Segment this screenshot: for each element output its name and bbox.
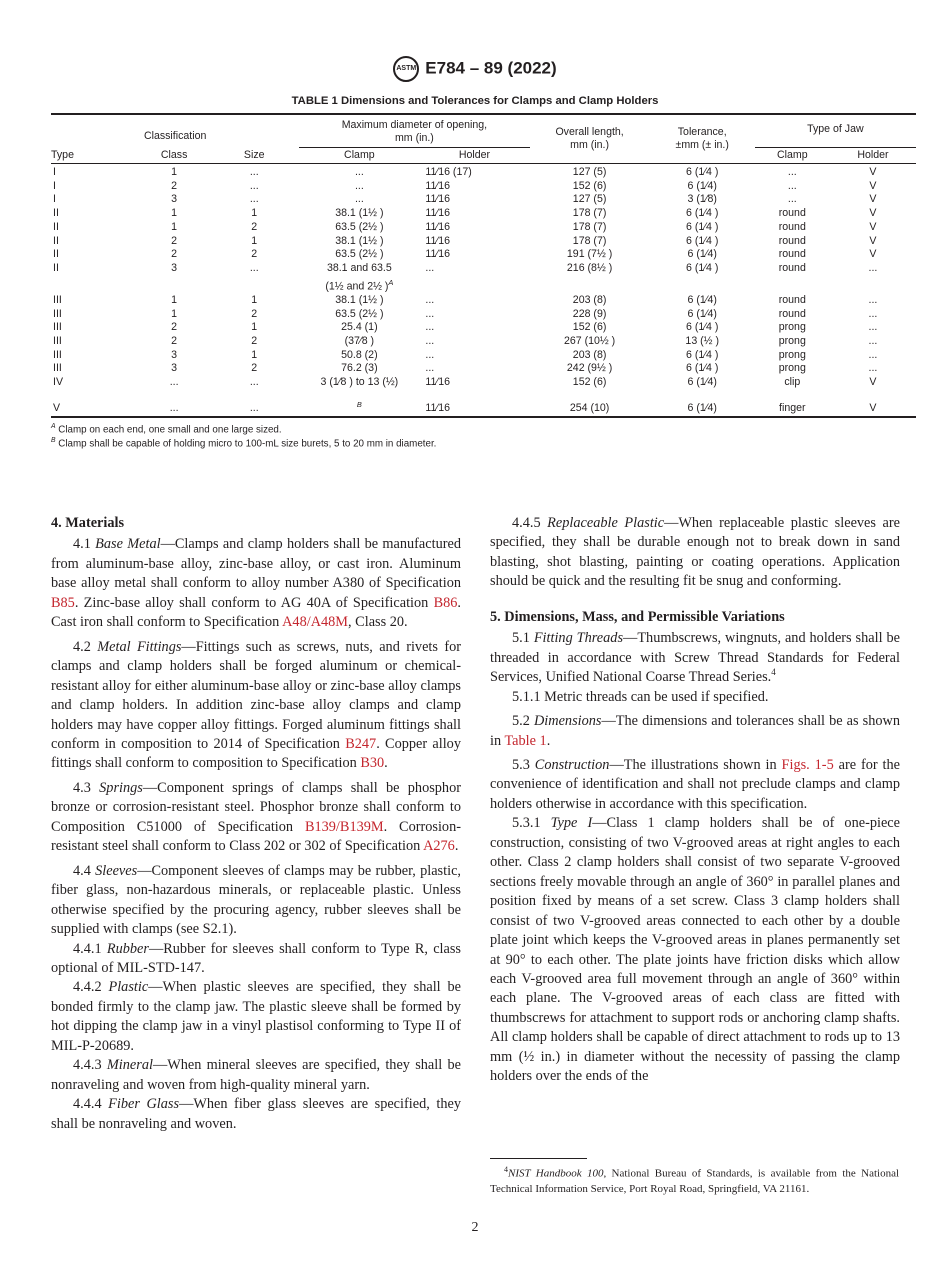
reference-link[interactable]: A276 bbox=[423, 838, 455, 855]
cell-jaw-holder: ... bbox=[868, 261, 878, 274]
header-type-of-jaw: Type of Jaw bbox=[755, 114, 916, 148]
cell-class: 2 bbox=[171, 321, 178, 334]
cell-class: 2 bbox=[171, 234, 178, 247]
cell-class: 3 bbox=[171, 348, 178, 361]
cell-holder: 11⁄16 bbox=[425, 248, 450, 261]
clamp-value: 38.1 (1½ ) bbox=[335, 293, 384, 306]
paragraph-text: 4.4.5 bbox=[512, 515, 548, 531]
paragraph-text: . Corrosion-resistant steel shall conform to Class 202 or 302 of Specification bbox=[51, 818, 461, 855]
table-row bbox=[51, 180, 916, 194]
cell-length: 152 (6) bbox=[572, 376, 607, 389]
cell-size: ... bbox=[249, 402, 259, 415]
cell-type: III bbox=[53, 321, 62, 334]
cell-type: I bbox=[53, 193, 56, 206]
paragraph-text: . bbox=[546, 732, 551, 749]
cell-jaw-holder: V bbox=[869, 402, 877, 415]
paragraph-text: . Cast iron shall conform to Specification bbox=[51, 594, 461, 631]
paragraph-text: 5. Dimensions, Mass, and Permissible Variations bbox=[490, 608, 785, 625]
clamp-value: 63.5 (2½ ) bbox=[335, 248, 384, 261]
paragraph bbox=[51, 535, 461, 632]
table-row bbox=[51, 376, 916, 390]
paragraph-text: 4.1 bbox=[73, 536, 96, 553]
cell-length: 178 (7) bbox=[572, 220, 607, 233]
cell-tolerance: 6 (1⁄4) bbox=[687, 402, 717, 415]
cell-length: 191 (7½ ) bbox=[566, 248, 613, 261]
cell-holder: 11⁄16 bbox=[425, 220, 450, 233]
footnote-mark: 4 bbox=[504, 1165, 508, 1174]
cell-jaw-clamp: round bbox=[778, 234, 806, 247]
footnote-ref: 4 bbox=[771, 667, 776, 678]
cell-clamp bbox=[299, 335, 419, 349]
cell-holder: 11⁄16 bbox=[425, 179, 450, 192]
section-heading bbox=[490, 608, 900, 627]
clamp-value: (37⁄8 ) bbox=[344, 334, 375, 347]
cell-clamp bbox=[299, 321, 419, 335]
cell-clamp bbox=[299, 221, 419, 235]
table-footnote-b bbox=[51, 437, 436, 449]
cell-class: 1 bbox=[171, 207, 178, 220]
cell-class: 3 bbox=[171, 261, 178, 274]
footnote-title: NIST Handbook 100 bbox=[508, 1167, 604, 1180]
cell-length: 216 (8½ ) bbox=[566, 261, 613, 274]
cell-type: II bbox=[53, 248, 59, 261]
paragraph-text: . Zinc-base alloy shall conform to AG 40A of Specification bbox=[74, 594, 434, 611]
dimensions-table bbox=[51, 113, 916, 418]
cell-type: III bbox=[53, 348, 62, 361]
paragraph-title: Fiber Glass bbox=[108, 1096, 180, 1113]
table-row bbox=[51, 335, 916, 349]
paragraph-text: 5.3.1 bbox=[512, 815, 551, 832]
cell-size: 2 bbox=[251, 362, 258, 375]
paragraph-text: —The dimensions and tolerances shall be as shown in bbox=[490, 713, 900, 749]
paragraph-text: 4. Materials bbox=[51, 515, 125, 531]
reference-link[interactable]: B86 bbox=[433, 594, 458, 611]
cell-jaw-clamp: round bbox=[778, 207, 806, 220]
cell-tolerance: 6 (1⁄4 ) bbox=[686, 261, 719, 274]
cell-jaw-clamp: ... bbox=[787, 179, 797, 192]
table-row bbox=[51, 221, 916, 235]
cell-size: ... bbox=[249, 166, 259, 178]
header-max-diameter: Maximum diameter of opening, mm (in.) bbox=[299, 114, 529, 148]
cell-class: 1 bbox=[171, 307, 178, 320]
paragraph-title: Rubber bbox=[106, 940, 149, 957]
cell-jaw-holder: V bbox=[869, 376, 877, 389]
cell-tolerance: 6 (1⁄4 ) bbox=[686, 362, 719, 375]
cell-jaw-clamp: round bbox=[778, 220, 806, 233]
cell-size: 2 bbox=[251, 248, 258, 261]
cell-type: II bbox=[53, 261, 59, 274]
cell-size: 2 bbox=[251, 220, 258, 233]
paragraph bbox=[51, 1095, 461, 1134]
paragraph-text: 4.4.4 bbox=[73, 1096, 109, 1113]
paragraph-text: 4.2 bbox=[73, 638, 98, 655]
cell-type: II bbox=[53, 234, 59, 247]
header-size: Size bbox=[209, 148, 299, 164]
reference-link[interactable]: Figs. 1-5 bbox=[781, 756, 834, 773]
cell-type: II bbox=[53, 207, 59, 220]
cell-length: 203 (8) bbox=[572, 348, 607, 361]
table-row bbox=[51, 321, 916, 335]
cell-clamp bbox=[299, 294, 419, 308]
footnote-mark: A bbox=[51, 423, 56, 430]
header-jaw-clamp: Clamp bbox=[755, 148, 830, 164]
clamp-value: 38.1 and 63.5 bbox=[326, 261, 392, 274]
cell-tolerance: 6 (1⁄4 ) bbox=[686, 234, 719, 247]
paragraph bbox=[490, 688, 900, 707]
cell-clamp bbox=[299, 376, 419, 390]
table-footnote-a bbox=[51, 423, 282, 435]
clamp-value: 38.1 (1½ ) bbox=[335, 207, 384, 220]
clamp-value: 63.5 (2½ ) bbox=[335, 220, 384, 233]
cell-tolerance: 6 (1⁄4) bbox=[687, 179, 717, 192]
paragraph bbox=[51, 1056, 461, 1095]
clamp-value-line2: (1½ and 2½ ) bbox=[325, 280, 389, 293]
cell-tolerance: 6 (1⁄4) bbox=[687, 248, 717, 261]
reference-link[interactable]: A48/A48M bbox=[282, 614, 349, 631]
paragraph-text: 5.1 bbox=[512, 630, 534, 647]
cell-tolerance: 6 (1⁄4 ) bbox=[686, 207, 719, 220]
document-header bbox=[0, 56, 950, 82]
cell-type: II bbox=[53, 220, 59, 233]
cell-size: ... bbox=[249, 261, 259, 274]
table-row bbox=[51, 308, 916, 322]
paragraph-text: 4.4.1 bbox=[73, 940, 107, 957]
cell-tolerance: 6 (1⁄4) bbox=[687, 307, 717, 320]
clamp-value: 76.2 (3) bbox=[341, 362, 378, 375]
cell-length: 228 (9) bbox=[572, 307, 607, 320]
cell-jaw-clamp: round bbox=[778, 261, 806, 274]
header-tolerance: Tolerance, ±mm (± in.) bbox=[650, 114, 755, 164]
paragraph-title: Mineral bbox=[106, 1057, 153, 1074]
paragraph-title: Fitting Threads bbox=[533, 630, 624, 647]
cell-jaw-holder: V bbox=[869, 234, 877, 247]
cell-jaw-holder: V bbox=[869, 193, 877, 206]
clamp-value: 3 (1⁄8 ) to 13 (½) bbox=[320, 376, 399, 389]
paragraph-text: —When fiber glass sleeves are specified, they shall be nonraveling and woven. bbox=[51, 1096, 461, 1132]
cell-class: 2 bbox=[171, 179, 178, 192]
paragraph-text: —Class 1 clamp holders shall be of one-piece construction, consisting of two V-grooved areas at right angles to each other. Class 2 clamp holders shall consist of two separate V-grooved sections freely movable through an angle of 360° in parallel planes and position fixed by means of a set screw. Class 3 clamp holders shall consist of two V-grooved areas connected to each other by a double plate joint which keeps the V-grooved areas in planes permanently set at 90° to each other. The plate joints have friction disks which allow each V-grooved area full movement through an angle of 360° within each plane. The V-grooved areas of each class are fitted with thumbscrews for attachment to support rods or anchoring clamp shafts. All clamp holders shall be capable of direct attachment to rods up to 13 mm (½ in.) in diameter without the necessity of passing the clamp holders over the ends of the bbox=[490, 815, 900, 1085]
reference-link[interactable]: B139/B139M bbox=[304, 818, 384, 835]
paragraph bbox=[490, 514, 900, 592]
cell-jaw-holder: ... bbox=[868, 362, 878, 375]
cell-size: ... bbox=[249, 376, 259, 389]
cell-holder: 11⁄16 bbox=[425, 234, 450, 247]
clamp-value: 38.1 (1½ ) bbox=[335, 234, 384, 247]
right-column bbox=[490, 514, 900, 1087]
paragraph-title: Type I bbox=[550, 815, 593, 832]
paragraph-text: . Copper alloy fittings shall conform to composition to Specification bbox=[51, 735, 461, 772]
clamp-value: ... bbox=[354, 166, 364, 178]
footnote-ref: B bbox=[356, 399, 362, 409]
paragraph-text: 4.4.2 bbox=[73, 979, 109, 996]
cell-class: 2 bbox=[171, 248, 178, 261]
cell-size: ... bbox=[249, 179, 259, 192]
paragraph bbox=[490, 712, 900, 751]
cell-tolerance: 6 (1⁄4 ) bbox=[686, 348, 719, 361]
cell-type: IV bbox=[53, 376, 64, 389]
paragraph-text: 4.3 bbox=[73, 779, 100, 796]
cell-type: III bbox=[53, 293, 62, 306]
paragraph-text: are for the convenience of identification and shall not preclude clamps and clamp holders otherwise in accordance with this specification. bbox=[490, 756, 901, 812]
paragraph-text: . bbox=[454, 838, 459, 855]
paragraph-text: —When plastic sleeves are specified, they shall be bonded firmly to the clamp jaw. The plastic sleeve shall be formed by hot dipping the clamp jaw in a vinyl plastisol conforming to Type II of MIL-P-20689. bbox=[51, 979, 461, 1054]
paragraph-title: Metal Fittings bbox=[97, 638, 182, 655]
cell-length: 152 (6) bbox=[572, 321, 607, 334]
cell-holder: 11⁄16 (17) bbox=[425, 166, 472, 178]
cell-holder: ... bbox=[425, 362, 435, 375]
cell-holder: ... bbox=[425, 334, 435, 347]
clamp-value: ... bbox=[354, 193, 364, 206]
paragraph-text: —Component springs of clamps shall be phosphor bronze or corrosion-resistant steel. Phosphor bronze shall conform to Composition C51000 of Specification bbox=[51, 779, 461, 835]
cell-size: 1 bbox=[251, 348, 258, 361]
cell-clamp bbox=[299, 308, 419, 322]
page-number: 2 bbox=[471, 1220, 479, 1235]
cell-type: III bbox=[53, 334, 62, 347]
cell-size: 1 bbox=[251, 234, 258, 247]
paragraph-text: —When replaceable plastic sleeves are specified, they shall be durable enough not to break down in sand blasting, shot blasting, painting or coating operations. Application should be quick and the resulting fit be snug and conforming. bbox=[490, 515, 900, 590]
table-row bbox=[51, 262, 916, 294]
cell-class: 1 bbox=[171, 220, 178, 233]
cell-clamp bbox=[299, 248, 419, 262]
cell-size: 2 bbox=[251, 307, 258, 320]
cell-clamp bbox=[299, 207, 419, 221]
cell-jaw-clamp: prong bbox=[778, 348, 806, 361]
astm-logo: ASTM bbox=[393, 56, 419, 82]
table-row bbox=[51, 193, 916, 207]
cell-jaw-holder: V bbox=[869, 248, 877, 261]
footnote-mark: B bbox=[51, 437, 56, 444]
paragraph-text: —Thumbscrews, wingnuts, and holders shall be threaded in accordance with Screw Thread Standards for Federal Services, Unified National Coarse Thread Series. bbox=[490, 630, 900, 686]
header-overall-length: Overall length, mm (in.) bbox=[530, 114, 650, 164]
paragraph-text: —The illustrations shown in bbox=[609, 756, 782, 773]
cell-size: 1 bbox=[251, 293, 258, 306]
footnote-text: Clamp shall be capable of holding micro to 100-mL size burets, 5 to 20 mm in diameter. bbox=[55, 438, 437, 450]
cell-tolerance: 6 (1⁄4 ) bbox=[686, 220, 719, 233]
cell-jaw-clamp: round bbox=[778, 248, 806, 261]
left-column bbox=[51, 514, 461, 1134]
paragraph bbox=[51, 638, 461, 774]
table-row bbox=[51, 294, 916, 308]
cell-jaw-clamp: finger bbox=[779, 402, 806, 415]
cell-size: 2 bbox=[251, 334, 258, 347]
table-row bbox=[51, 207, 916, 221]
paragraph bbox=[490, 629, 900, 687]
cell-class: 3 bbox=[171, 193, 178, 206]
paragraph-text: —Fittings such as screws, nuts, and rivets for clamps and clamp holders shall be forged aluminum or chemical-resistant alloy for either aluminum-base alloy or zinc-base alloy clamps and clamp holders. In addition zinc-base alloy clamps and clamp holders may have copper alloy fittings. Forged aluminum fittings shall conform in composition to 2014 of Specification bbox=[51, 638, 461, 752]
table-row bbox=[51, 235, 916, 249]
paragraph-text: 5.2 bbox=[512, 713, 534, 730]
paragraph-title: Dimensions bbox=[533, 713, 602, 730]
table-body bbox=[51, 164, 916, 417]
paragraph-title: Springs bbox=[99, 779, 143, 796]
cell-tolerance: 6 (1⁄4 ) bbox=[686, 321, 719, 334]
reference-link[interactable]: Table 1 bbox=[504, 732, 547, 749]
cell-jaw-holder: V bbox=[869, 207, 877, 220]
paragraph-title: Replaceable Plastic bbox=[547, 515, 665, 531]
cell-type: I bbox=[53, 179, 56, 192]
paragraph-text: 5.1.1 Metric threads can be used if specified. bbox=[512, 688, 769, 705]
cell-holder: ... bbox=[425, 293, 435, 306]
header-type: Type bbox=[51, 148, 139, 164]
cell-jaw-holder: ... bbox=[868, 307, 878, 320]
clamp-value: 63.5 (2½ ) bbox=[335, 307, 384, 320]
cell-class: 1 bbox=[171, 293, 178, 306]
cell-length: 254 (10) bbox=[569, 402, 610, 415]
table-row bbox=[51, 248, 916, 262]
table-title: TABLE 1 Dimensions and Tolerances for Clamps and Clamp Holders bbox=[291, 95, 659, 107]
cell-type: V bbox=[53, 402, 61, 415]
cell-class: ... bbox=[169, 402, 179, 415]
cell-holder: ... bbox=[425, 307, 435, 320]
section-heading bbox=[51, 514, 461, 533]
cell-jaw-clamp: clip bbox=[784, 376, 801, 389]
cell-jaw-holder: ... bbox=[868, 293, 878, 306]
cell-holder: ... bbox=[425, 321, 435, 334]
cell-clamp bbox=[299, 262, 419, 294]
cell-jaw-clamp: prong bbox=[778, 321, 806, 334]
reference-link[interactable]: B85 bbox=[51, 594, 75, 611]
header-holder: Holder bbox=[419, 148, 529, 164]
cell-jaw-holder: ... bbox=[868, 321, 878, 334]
clamp-value: 50.8 (2) bbox=[341, 348, 378, 361]
paragraph bbox=[51, 940, 461, 979]
paragraph-text: —When mineral sleeves are specified, they shall be nonraveling and woven from high-quality mineral yarn. bbox=[51, 1057, 461, 1093]
paragraph-text: 5.3 bbox=[512, 756, 535, 773]
cell-tolerance: 6 (1⁄4 ) bbox=[686, 166, 719, 178]
table-row bbox=[51, 349, 916, 363]
cell-size: 1 bbox=[251, 207, 258, 220]
cell-length: 127 (5) bbox=[572, 166, 607, 178]
cell-jaw-clamp: prong bbox=[778, 334, 806, 347]
paragraph-title: Construction bbox=[534, 756, 610, 773]
cell-class: 2 bbox=[171, 334, 178, 347]
cell-jaw-clamp: round bbox=[778, 307, 806, 320]
cell-length: 178 (7) bbox=[572, 234, 607, 247]
cell-holder: 11⁄16 bbox=[425, 207, 450, 220]
footnote-text: , National Bureau of Standards, is available from the National Technical Information Service, Port Royal Road, Springfield, VA 21161. bbox=[490, 1167, 900, 1196]
reference-link[interactable]: B247 bbox=[345, 735, 377, 752]
cell-length: 267 (10½ ) bbox=[563, 334, 616, 347]
cell-length: 242 (9½ ) bbox=[566, 362, 613, 375]
paragraph-text: 4.4.3 bbox=[73, 1057, 107, 1074]
cell-class: ... bbox=[169, 376, 179, 389]
paragraph-title: Sleeves bbox=[95, 862, 138, 879]
cell-holder: ... bbox=[425, 261, 435, 274]
paragraph-text: —Rubber for sleeves shall conform to Type R, class optional of MIL-STD-147. bbox=[51, 940, 461, 976]
clamp-value: ... bbox=[354, 179, 364, 192]
cell-clamp bbox=[299, 180, 419, 194]
cell-clamp bbox=[299, 362, 419, 376]
cell-tolerance: 13 (½ ) bbox=[685, 334, 719, 347]
cell-holder: 11⁄16 bbox=[425, 376, 450, 389]
cell-length: 203 (8) bbox=[572, 293, 607, 306]
cell-holder: 11⁄16 bbox=[425, 402, 450, 415]
cell-jaw-clamp: prong bbox=[778, 362, 806, 375]
cell-type: III bbox=[53, 362, 62, 375]
cell-jaw-holder: V bbox=[869, 220, 877, 233]
header-classification: Classification bbox=[143, 129, 207, 142]
cell-tolerance: 3 (1⁄8) bbox=[687, 193, 717, 206]
cell-clamp bbox=[299, 164, 419, 180]
cell-holder: 11⁄16 bbox=[425, 193, 450, 206]
table-row bbox=[51, 362, 916, 376]
paragraph-title: Base Metal bbox=[95, 536, 161, 553]
header-clamp: Clamp bbox=[299, 148, 419, 164]
cell-jaw-holder: ... bbox=[868, 348, 878, 361]
cell-clamp bbox=[299, 235, 419, 249]
paragraph bbox=[490, 756, 900, 814]
cell-jaw-clamp: ... bbox=[787, 166, 797, 178]
paragraph bbox=[51, 862, 461, 940]
page-footnote bbox=[490, 1162, 899, 1198]
paragraph-text: —Clamps and clamp holders shall be manufactured from aluminum-base alloy, zinc-base alloy, or cast iron. Aluminum base alloy metal shall conform to alloy number A380 of Specification bbox=[51, 536, 461, 592]
cell-length: 152 (6) bbox=[572, 179, 607, 192]
clamp-value: 25.4 (1) bbox=[341, 321, 378, 334]
cell-jaw-holder: ... bbox=[868, 334, 878, 347]
paragraph-text: . bbox=[384, 755, 388, 772]
paragraph-text: 4.4 bbox=[73, 862, 96, 879]
cell-tolerance: 6 (1⁄4) bbox=[687, 376, 717, 389]
cell-holder: ... bbox=[425, 348, 435, 361]
footnote-text: Clamp on each end, one small and one large sized. bbox=[55, 424, 282, 436]
table-row bbox=[51, 390, 916, 417]
cell-type: III bbox=[53, 307, 62, 320]
paragraph bbox=[51, 779, 461, 857]
paragraph bbox=[51, 978, 461, 1056]
designation: E784 – 89 (2022) bbox=[425, 58, 557, 78]
cell-jaw-clamp: round bbox=[778, 293, 806, 306]
cell-clamp bbox=[299, 193, 419, 207]
cell-clamp bbox=[299, 390, 419, 417]
cell-class: 1 bbox=[171, 166, 178, 178]
cell-jaw-clamp: ... bbox=[787, 193, 797, 206]
cell-size: 1 bbox=[251, 321, 258, 334]
cell-clamp bbox=[299, 349, 419, 363]
header-jaw-holder: Holder bbox=[830, 148, 916, 164]
footnote-divider bbox=[490, 1158, 587, 1159]
paragraph bbox=[490, 814, 900, 1086]
cell-tolerance: 6 (1⁄4) bbox=[687, 293, 717, 306]
cell-length: 127 (5) bbox=[572, 193, 607, 206]
footnote-ref: A bbox=[388, 277, 394, 287]
paragraph-text: , Class 20. bbox=[348, 614, 408, 631]
paragraph-title: Plastic bbox=[108, 979, 149, 996]
cell-class: 3 bbox=[171, 362, 178, 375]
header-class: Class bbox=[139, 148, 209, 164]
cell-type: I bbox=[53, 166, 56, 178]
paragraph-text: —Component sleeves of clamps may be rubber, plastic, fiber glass, non-hazardous minerals, or replaceable plastic. Unless otherwise specified by the procuring agency, rubber sleeves shall be supplied with clamps (see S2.1). bbox=[51, 862, 461, 938]
cell-size: ... bbox=[249, 193, 259, 206]
cell-length: 178 (7) bbox=[572, 207, 607, 220]
reference-link[interactable]: B30 bbox=[360, 755, 385, 772]
table-row bbox=[51, 164, 916, 180]
cell-jaw-holder: V bbox=[869, 179, 877, 192]
cell-jaw-holder: V bbox=[869, 166, 877, 178]
